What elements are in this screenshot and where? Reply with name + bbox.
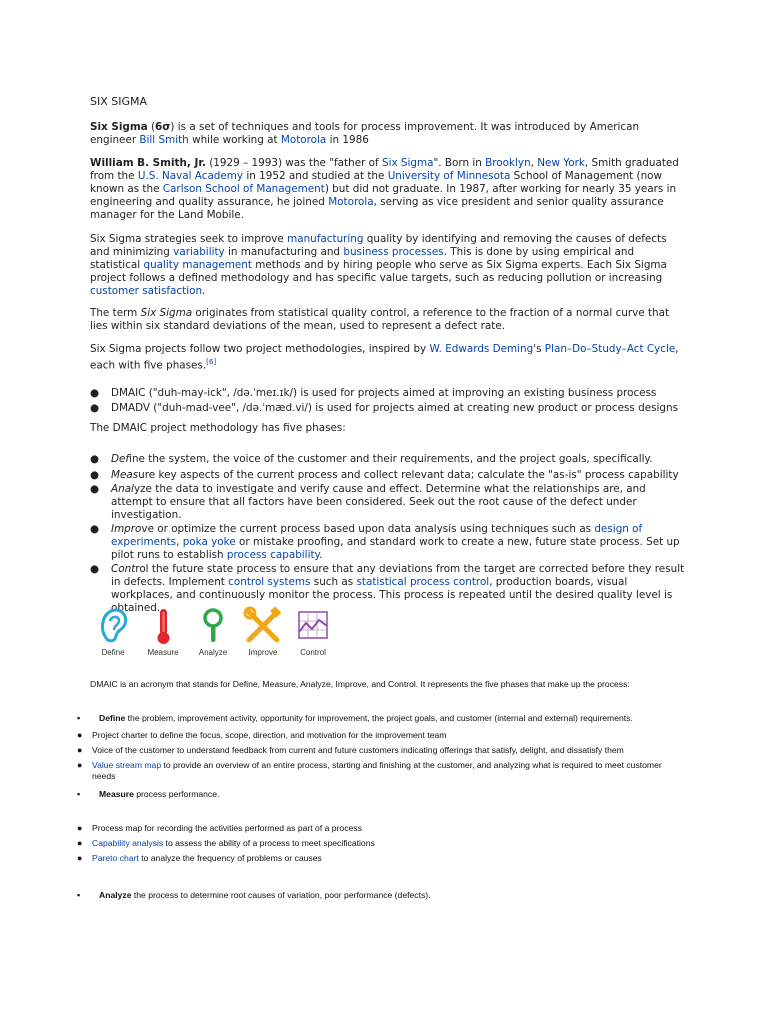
ear-icon [95,606,131,646]
text: rol the future state process to ensure that any deviations from the target are corrected before they result in defects. Implement [111,563,685,588]
intro-paragraph [90,121,680,147]
text: , each with five phases. [90,343,679,372]
section-measure [77,789,219,799]
link-bill-smith[interactable]: Bill Smith [139,134,189,146]
citation-link[interactable]: [6] [206,358,217,366]
text: , [176,536,183,548]
bio-paragraph [90,157,680,222]
list-item [77,730,677,741]
text: Anal [111,483,134,495]
phase-measure [90,469,690,482]
icon-label-improve: Improve [248,648,278,657]
text: ve or optimize the current process based upon data analysis using techniques such as [141,523,595,535]
section-analyze [77,890,431,900]
link-process-capability[interactable]: process capability [226,549,320,561]
icon-label-define: Define [101,648,125,657]
icon-label-control: Control [300,648,326,657]
link-manufacturing[interactable]: manufacturing [287,233,364,245]
text: Meas [111,469,139,481]
text: Voice of the customer to understand feedback from current and future customers indicating offerings that satisfy, delight, and dissatisfy them [92,745,624,755]
thermometer-icon [145,606,181,646]
text: such as [310,576,357,588]
text: , [530,157,538,169]
bullet-icon: ● [90,453,100,465]
text: Measure [99,789,134,799]
text: Project charter to define the focus, scope, direction, and motivation for the improvement team [92,730,447,740]
link-customer-satisfaction[interactable]: customer satisfaction [90,285,203,297]
text: originates from statistical quality control, a reference to the fraction of a normal curve that lies within six standard deviations of the mean, used to represent a defect rate. [90,307,670,332]
text: in 1986 [326,134,369,146]
icon-analyze [188,606,238,657]
link-business-processes[interactable]: business processes [343,246,444,258]
list-item [77,838,677,849]
tools-icon [243,606,283,646]
link-design-of-experiments[interactable]: design of experiments [111,523,643,548]
text: quality by identifying and removing the causes of defects and minimizing [90,233,667,258]
link-statistical-process-control[interactable]: statistical process control [356,576,490,588]
list-item [77,745,677,756]
text: process performance. [133,789,220,799]
bullet-icon: ● [77,823,83,833]
strategy-paragraph [90,233,680,298]
link-pareto-chart[interactable]: Pareto chart [92,853,139,863]
text: in manufacturing and [224,246,344,258]
text: ( [147,121,156,133]
phase-analyze [90,483,690,522]
link-university-minnesota[interactable]: University of Minnesota [387,170,511,182]
text: Impro [111,523,142,535]
link-motorola[interactable]: Motorola [280,134,327,146]
bullet-icon: ● [77,730,83,740]
term-6-sigma: 6σ [155,121,171,133]
link-six-sigma[interactable]: Six Sigma [382,157,434,169]
text: ". Born in [433,157,486,169]
link-capability-analysis[interactable]: Capability analysis [92,838,164,848]
bullet-icon: ● [77,745,83,755]
text: to assess the ability of a process to meet specifications [163,838,375,848]
text: 's [533,343,545,355]
list-item [77,760,677,782]
icon-label-analyze: Analyze [198,648,228,657]
bullet-icon: ● [90,469,100,481]
bullet-icon: ● [90,563,100,575]
text: (1929 – 1993) was the "father of [205,157,382,169]
measure-list [77,823,677,864]
text: the process to determine root causes of variation, poor performance (defects). [131,890,431,900]
text: DMAIC ("duh-may-ick", /də.ˈmeɪ.ɪk/) is used for projects aimed at improving an existing business process [111,387,657,399]
bullet-icon: ● [90,483,100,495]
icon-control [288,606,338,657]
text: to provide an overview of an entire process, starting and finishing at the customer, and analyzing what is required to meet customer needs [92,760,662,781]
text: methods and by hiring people who serve as Six Sigma experts. Each Six Sigma project follows a defined methodology and has specific value targets, such as reducing pollution or increasing [90,259,667,284]
text: to analyze the frequency of problems or causes [138,853,322,863]
icon-label-measure: Measure [147,648,179,657]
bullet-icon: ▪ [77,890,81,900]
text: The term [90,307,141,319]
section-define [77,713,633,723]
link-value-stream-map[interactable]: Value stream map [92,760,162,770]
methods-list [90,387,690,415]
methodology-paragraph [90,343,680,372]
term-paragraph [90,307,680,333]
link-new-york[interactable]: New York [537,157,585,169]
link-motorola-2[interactable]: Motorola [328,196,374,208]
bullet-icon: ● [90,387,100,399]
list-item [90,402,690,415]
text: yze the data to investigate and verify cause and effect. Determine what the relationships are, and attempt to ensure that all factors have been considered. Seek out the root cause of the defect under investigation. [111,483,646,521]
dmaic-icons [90,606,350,662]
bullet-icon: ● [90,523,100,535]
link-pdsa-cycle[interactable]: Plan–Do–Study–Act Cycle [544,343,676,355]
dmaic-intro: DMAIC is an acronym that stands for Define, Measure, Analyze, Improve, and Control. It represents the five phases that make up the process: [90,679,630,689]
text: ure key aspects of the current process and collect relevant data; calculate the "as-is" process capability [138,469,679,481]
define-list [77,730,677,782]
text: DMADV ("duh-mad-vee", /də.ˈmæd.vi/) is used for projects aimed at creating new product or process designs [111,402,679,414]
text: Process map for recording the activities performed as part of a process [92,823,362,833]
phases-heading: The DMAIC project methodology has five phases: [90,422,346,434]
text: . This is done by using empirical and statistical [90,246,635,271]
text: Define [99,713,126,723]
bullet-icon: ● [90,402,100,414]
bullet-icon: ▪ [77,789,81,799]
text: , Smith graduated from the [90,157,679,182]
text: , production boards, visual workplaces, and continuously monitor the process. This process is repeated until the desired quality level is obtained. [111,576,673,614]
text: while working at [188,134,281,146]
text: Def [111,453,130,465]
text: in 1952 and studied at the [243,170,388,182]
text: Analyze [99,890,132,900]
text: the problem, improvement activity, opportunity for improvement, the project goals, and customer (internal and external) requirements. [125,713,633,723]
link-variability[interactable]: variability [173,246,225,258]
list-item [90,387,690,400]
list-item [77,853,677,864]
link-brooklyn[interactable]: Brooklyn [485,157,531,169]
text: ) but did not graduate. In 1987, after working for nearly 35 years in engineering and quality assurance, he joined [90,183,677,208]
text: Six Sigma strategies seek to improve [90,233,288,245]
link-carlson-school[interactable]: Carlson School of Management [162,183,325,195]
term-italic: Six Sigma [140,307,193,319]
magnifier-icon [195,606,231,646]
text: . [319,549,323,561]
text: Six Sigma projects follow two project methodologies, inspired by [90,343,430,355]
list-item [77,823,677,834]
icon-improve [238,606,288,657]
link-quality-management[interactable]: quality management [143,259,252,271]
name-william-smith: William B. Smith, Jr. [90,157,206,169]
link-naval-academy[interactable]: U.S. Naval Academy [137,170,244,182]
page-title: SIX SIGMA [90,95,148,108]
link-poka-yoke[interactable]: poka yoke [182,536,236,548]
text: ine the system, the voice of the customer and their requirements, and the project goals, specifically. [129,453,653,465]
phase-improve [90,523,690,562]
bullet-icon: ● [77,853,83,863]
link-deming[interactable]: W. Edwards Deming [429,343,534,355]
text: Cont [111,563,136,575]
text: , serving as vice president and senior quality assurance manager for the Land Mobile. [90,196,664,221]
text: or mistake proofing, and standard work to create a new, future state process. Set up pilot runs to establish [111,536,680,561]
icon-measure [138,606,188,657]
phases-list [90,453,690,615]
text: . [202,285,206,297]
text: ) is a set of techniques and tools for process improvement. It was introduced by American engineer [90,121,640,146]
term-six-sigma: Six Sigma [90,121,148,133]
bullet-icon: ● [77,760,83,770]
icon-define [88,606,138,657]
text: School of Management (now known as the [90,170,663,195]
bullet-icon: ▪ [77,713,81,723]
phase-define [90,453,690,466]
link-control-systems[interactable]: control systems [228,576,311,588]
bullet-icon: ● [77,838,83,848]
chart-icon [295,606,331,646]
